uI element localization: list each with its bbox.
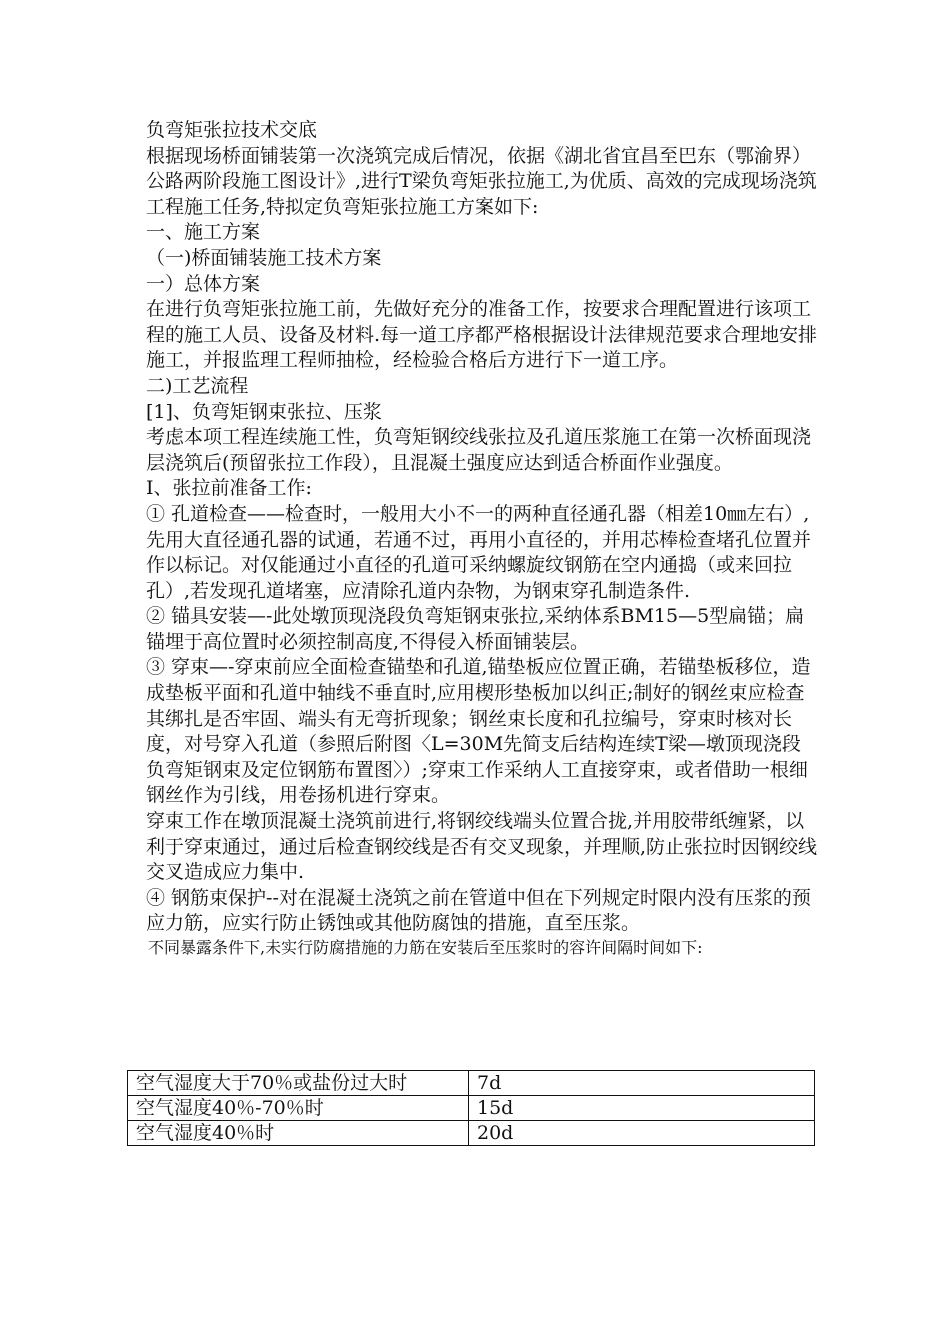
- table-cell-interval: 20d: [469, 1121, 815, 1146]
- section-heading: 一、施工方案: [146, 221, 261, 244]
- document-body: [146, 118, 818, 959]
- subsection-heading: （一)桥面铺装施工技术方案: [146, 246, 382, 269]
- table-cell-condition: 空气湿度40％时: [128, 1121, 469, 1146]
- table-cell-condition: 空气湿度40％-70％时: [128, 1096, 469, 1121]
- table-note: 不同暴露条件下,未实行防腐措施的力筋在安装后至压浆时的容许间隔时间如下:: [148, 938, 703, 957]
- body-paragraph: ④ 钢筋束保护--对在混凝土浇筑之前在管道中但在下列规定时限内没有压浆的预应力筋，应实行防止锈蚀或其他防腐蚀的措施，直至压浆。: [146, 886, 811, 935]
- body-paragraph: 在进行负弯矩张拉施工前，先做好充分的准备工作，按要求合理配置进行该项工程的施工人员、设备及材料.每一道工序都严格根据设计法律规范要求合理地安排施工，并报监理工程师抽检，经检验合格后方进行下一道工序。: [146, 298, 818, 372]
- body-paragraph: ③ 穿束—-穿束前应全面检查锚垫和孔道,锚垫板应位置正确，若锚垫板移位，造成垫板平面和孔道中轴线不垂直时,应用楔形垫板加以纠正;制好的钢丝束应检查其绑扎是否牢固、端头有无弯折现象；钢丝束长度和孔拉编号，穿束时核对长度，对号穿入孔道（参照后附图〈L=30M先简支后结构连续T梁—墩顶现浇段负弯矩钢束及定位钢筋布置图〉）;穿束工作采纳人工直接穿束，或者借助一根细钢丝作为引线，用卷扬机进行穿束。: [146, 656, 811, 807]
- table-row: [128, 1096, 815, 1121]
- subsection-heading: 二)工艺流程: [146, 374, 249, 397]
- body-paragraph: ① 孔道检查——检查时，一般用大小不一的两种直径通孔器（相差10㎜左右）,先用大直径通孔器的试通，若通不过，再用小直径的，并用芯棒检查堵孔位置并作以标记。对仅能通过小直径的孔道可采纳螺旋纹钢筋在空内通捣（或来回拉孔）,若发现孔道堵塞，应清除孔道内杂物，为钢束穿孔制造条件.: [146, 502, 812, 602]
- subsection-heading: Ⅰ、张拉前准备工作:: [146, 477, 312, 500]
- table-row: [128, 1071, 815, 1096]
- subsection-heading: 一）总体方案: [146, 272, 261, 295]
- table-row: [128, 1121, 815, 1146]
- table-cell-interval: 7d: [469, 1071, 815, 1096]
- table-cell-interval: 15d: [469, 1096, 815, 1121]
- interval-table: [127, 1070, 815, 1146]
- subsection-heading: [1]、负弯矩钢束张拉、压浆: [146, 400, 382, 423]
- table-cell-condition: 空气湿度大于70％或盐份过大时: [128, 1071, 469, 1096]
- intro-paragraph: 根据现场桥面铺装第一次浇筑完成后情况，依据《湖北省宜昌至巴东（鄂渝界）公路两阶段施工图设计》,进行T梁负弯矩张拉施工,为优质、高效的完成现场浇筑工程施工任务,特拟定负弯矩张拉施工方案如下:: [146, 144, 817, 218]
- body-paragraph: ② 锚具安装—-此处墩顶现浇段负弯矩钢束张拉,采纳体系BM15—5型扁锚；扁锚埋于高位置时必须控制高度,不得侵入桥面铺装层。: [146, 605, 805, 653]
- body-paragraph: 考虑本项工程连续施工性，负弯矩钢绞线张拉及孔道压浆施工在第一次桥面现浇层浇筑后(预留张拉工作段），且混凝土强度应达到适合桥面作业强度。: [146, 426, 812, 474]
- document-title: 负弯矩张拉技术交底: [146, 119, 318, 141]
- body-paragraph: 穿束工作在墩顶混凝土浇筑前进行,将钢绞线端头位置合拢,并用胶带纸缠紧，以利于穿束通过，通过后检查钢绞线是否有交叉现象，并理顺,防止张拉时因钢绞线交叉造成应力集中.: [146, 810, 818, 884]
